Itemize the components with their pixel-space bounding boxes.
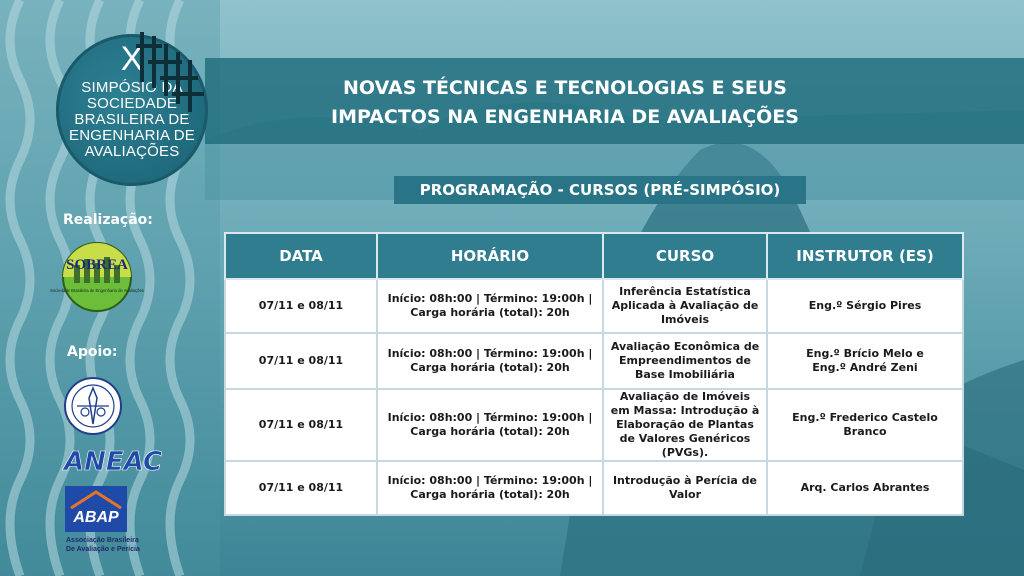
horario-line-1: Início: 08h:00 | Término: 19:00h | xyxy=(387,292,593,305)
page-title xyxy=(330,74,800,132)
sobrea-logo xyxy=(50,241,144,313)
instrutor-line-1: Eng.º Brício Melo e xyxy=(806,347,924,360)
horario-line-2: Carga horária (total): 20h xyxy=(410,425,570,438)
schedule-table xyxy=(224,232,964,516)
table-row xyxy=(225,389,963,461)
header-horario: HORÁRIO xyxy=(377,233,603,279)
cell-instrutor xyxy=(767,333,963,389)
cell-instrutor: Eng.º Sérgio Pires xyxy=(767,279,963,333)
table-row xyxy=(225,461,963,515)
logo-numeral: X xyxy=(120,40,144,78)
horario-line-2: Carga horária (total): 20h xyxy=(410,488,570,501)
instrutor-line-2: Eng.º André Zeni xyxy=(812,361,918,374)
sobrea-name: SOBREA xyxy=(66,257,128,273)
table-row xyxy=(225,279,963,333)
subtitle: PROGRAMAÇÃO - CURSOS (PRÉ-SIMPÓSIO) xyxy=(419,181,781,199)
cell-data: 07/11 e 08/11 xyxy=(225,461,377,515)
cell-instrutor: Arq. Carlos Abrantes xyxy=(767,461,963,515)
apoio-label: Apoio: xyxy=(67,344,118,360)
horario-line-1: Início: 08h:00 | Término: 19:00h | xyxy=(387,411,593,424)
horario-line-1: Início: 08h:00 | Término: 19:00h | xyxy=(387,347,593,360)
table-row xyxy=(225,333,963,389)
cell-curso: Introdução à Perícia de Valor xyxy=(603,461,767,515)
title-line-1: NOVAS TÉCNICAS E TECNOLOGIAS E SEUS xyxy=(343,77,787,99)
cell-horario xyxy=(377,279,603,333)
title-line-2: IMPACTOS NA ENGENHARIA DE AVALIAÇÕES xyxy=(331,106,799,128)
cell-curso: Avaliação de Imóveis em Massa: Introdução à Elaboração de Plantas de Valores Genéricos (PVGs). xyxy=(603,389,767,461)
abap-name: ABAP xyxy=(73,509,119,526)
cell-data: 07/11 e 08/11 xyxy=(225,389,377,461)
abap-tagline-1: Associação Brasileira xyxy=(66,537,139,544)
sobrea-tagline: Sociedade Brasileira de Engenharia de Avaliações xyxy=(50,288,144,293)
table-header-row xyxy=(225,233,963,279)
logo-grid-icon xyxy=(132,32,212,118)
header-instrutor: INSTRUTOR (ES) xyxy=(767,233,963,279)
horario-line-1: Início: 08h:00 | Término: 19:00h | xyxy=(387,474,593,487)
cell-instrutor: Eng.º Frederico Castelo Branco xyxy=(767,389,963,461)
cell-horario xyxy=(377,389,603,461)
header-curso: CURSO xyxy=(603,233,767,279)
cell-data: 07/11 e 08/11 xyxy=(225,333,377,389)
cell-data: 07/11 e 08/11 xyxy=(225,279,377,333)
logo-text: SIMPÓSIO DA SOCIEDADE BRASILEIRA DE ENGENHARIA DE AVALIAÇÕES xyxy=(69,79,195,160)
ibape-seal-logo xyxy=(63,376,123,436)
horario-line-2: Carga horária (total): 20h xyxy=(410,306,570,319)
cell-curso: Inferência Estatística Aplicada à Avaliação de Imóveis xyxy=(603,279,767,333)
header-data: DATA xyxy=(225,233,377,279)
realizacao-label: Realização: xyxy=(63,212,153,228)
horario-line-2: Carga horária (total): 20h xyxy=(410,361,570,374)
cell-curso: Avaliação Econômica de Empreendimentos de Base Imobiliária xyxy=(603,333,767,389)
cell-horario xyxy=(377,333,603,389)
abap-tagline-2: De Avaliação e Perícia xyxy=(66,546,140,553)
aneac-name: ANEAC xyxy=(64,447,163,477)
aneac-logo xyxy=(62,446,178,477)
abap-logo xyxy=(63,484,145,556)
cell-horario xyxy=(377,461,603,515)
